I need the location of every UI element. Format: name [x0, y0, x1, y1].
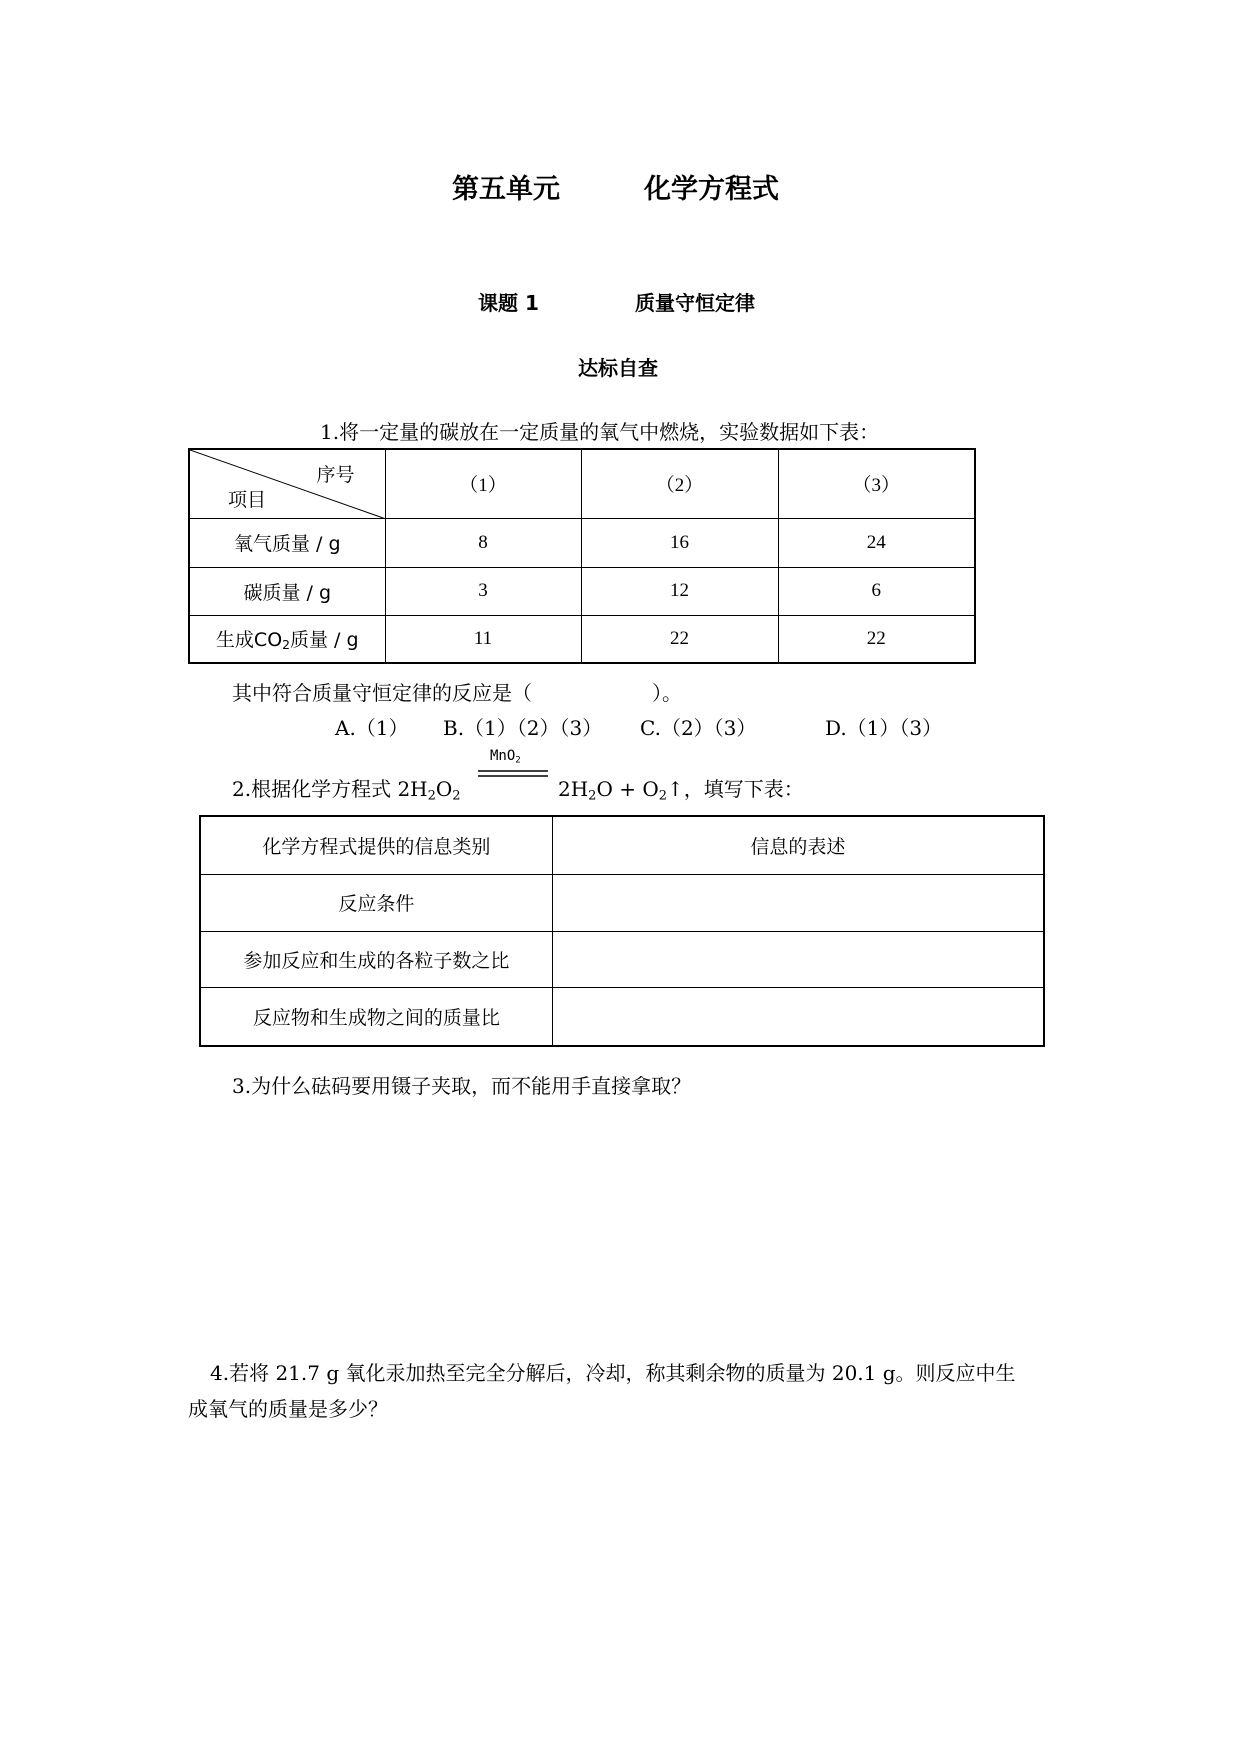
cell-oxygen-3: 24 [778, 518, 975, 567]
q4-line2: 成氧气的质量是多少？ [188, 1397, 388, 1421]
cell-co2-1: 11 [385, 615, 581, 663]
cell-oxygen-1: 8 [385, 518, 581, 567]
q2-equation-products [558, 773, 804, 802]
cell-carbon-2: 12 [581, 567, 778, 615]
q2-product-a-sub: 2 [588, 788, 597, 804]
column-header-2: （2） [581, 449, 778, 518]
unit-title-left: 第五单元 [452, 174, 560, 205]
unit-title-right: 化学方程式 [644, 174, 779, 205]
corner-bottom-label: 项目 [228, 488, 267, 511]
q3-text: 3.为什么砝码要用镊子夹取，而不能用手直接拿取？ [232, 1074, 692, 1098]
co2-label-sub: 2 [282, 638, 291, 653]
info-header-description: 信息的表述 [552, 816, 1044, 874]
q2-product-a: 2H [558, 777, 589, 801]
q2-product-b-sub: 2 [658, 788, 667, 804]
option-c: C.（2）（3） [640, 716, 757, 740]
co2-label-post: 质量 / g [290, 629, 359, 652]
catalyst-label [490, 748, 521, 764]
q2-equation-reactants [232, 773, 461, 802]
q2-reactant-sub1: 2 [427, 788, 436, 804]
info-answer-condition[interactable] [552, 874, 1044, 931]
equals-sign [478, 769, 548, 779]
option-a: A.（1） [335, 716, 409, 740]
column-header-3: （3） [778, 449, 975, 518]
corner-top-label: 序号 [316, 464, 355, 486]
catalyst-sub: 2 [515, 755, 521, 766]
co2-label-pre: 生成CO [215, 629, 283, 652]
q2-prefix: 2.根据化学方程式 2H [232, 777, 428, 801]
q1-data-table [188, 448, 976, 664]
info-header-category: 化学方程式提供的信息类别 [200, 816, 552, 874]
cell-co2-2: 22 [581, 615, 778, 663]
column-header-1: （1） [385, 449, 581, 518]
cell-carbon-3: 6 [778, 567, 975, 615]
cell-oxygen-2: 16 [581, 518, 778, 567]
row-label-carbon: 碳质量 / g [189, 567, 385, 615]
q1-question: 其中符合质量守恒定律的反应是（ ）。 [232, 681, 682, 705]
table-corner-cell [189, 449, 385, 518]
q2-suffix: ↑，填写下表： [667, 777, 804, 801]
catalyst-text: MnO [490, 748, 516, 764]
q2-info-table [199, 815, 1045, 1047]
section-title: 达标自查 [578, 356, 658, 380]
cell-co2-3: 22 [778, 615, 975, 663]
lesson-title-left: 课题 1 [478, 291, 539, 315]
lesson-title-right: 质量守恒定律 [635, 291, 755, 315]
q1-prompt: 1.将一定量的碳放在一定质量的氧气中燃烧，实验数据如下表： [320, 420, 880, 444]
cell-carbon-1: 3 [385, 567, 581, 615]
info-row-mass-ratio: 反应物和生成物之间的质量比 [200, 987, 552, 1046]
q2-reactant-mid: O [435, 777, 453, 801]
q2-product-b: O + O [596, 777, 659, 801]
row-label-oxygen: 氧气质量 / g [189, 518, 385, 567]
info-row-condition: 反应条件 [200, 874, 552, 931]
corner-diagonal-line [190, 450, 386, 519]
row-label-co2 [189, 615, 385, 663]
option-d: D.（1）（3） [825, 716, 943, 740]
option-b: B.（1）（2）（3） [443, 716, 603, 740]
q4-line1: 4.若将 21.7 g 氧化汞加热至完全分解后，冷却，称其剩余物的质量为 20.1 g。则反应中生 [210, 1361, 1016, 1385]
info-row-particle-ratio: 参加反应和生成的各粒子数之比 [200, 931, 552, 987]
info-answer-particle-ratio[interactable] [552, 931, 1044, 987]
info-answer-mass-ratio[interactable] [552, 987, 1044, 1046]
q2-reactant-sub2: 2 [452, 788, 461, 804]
